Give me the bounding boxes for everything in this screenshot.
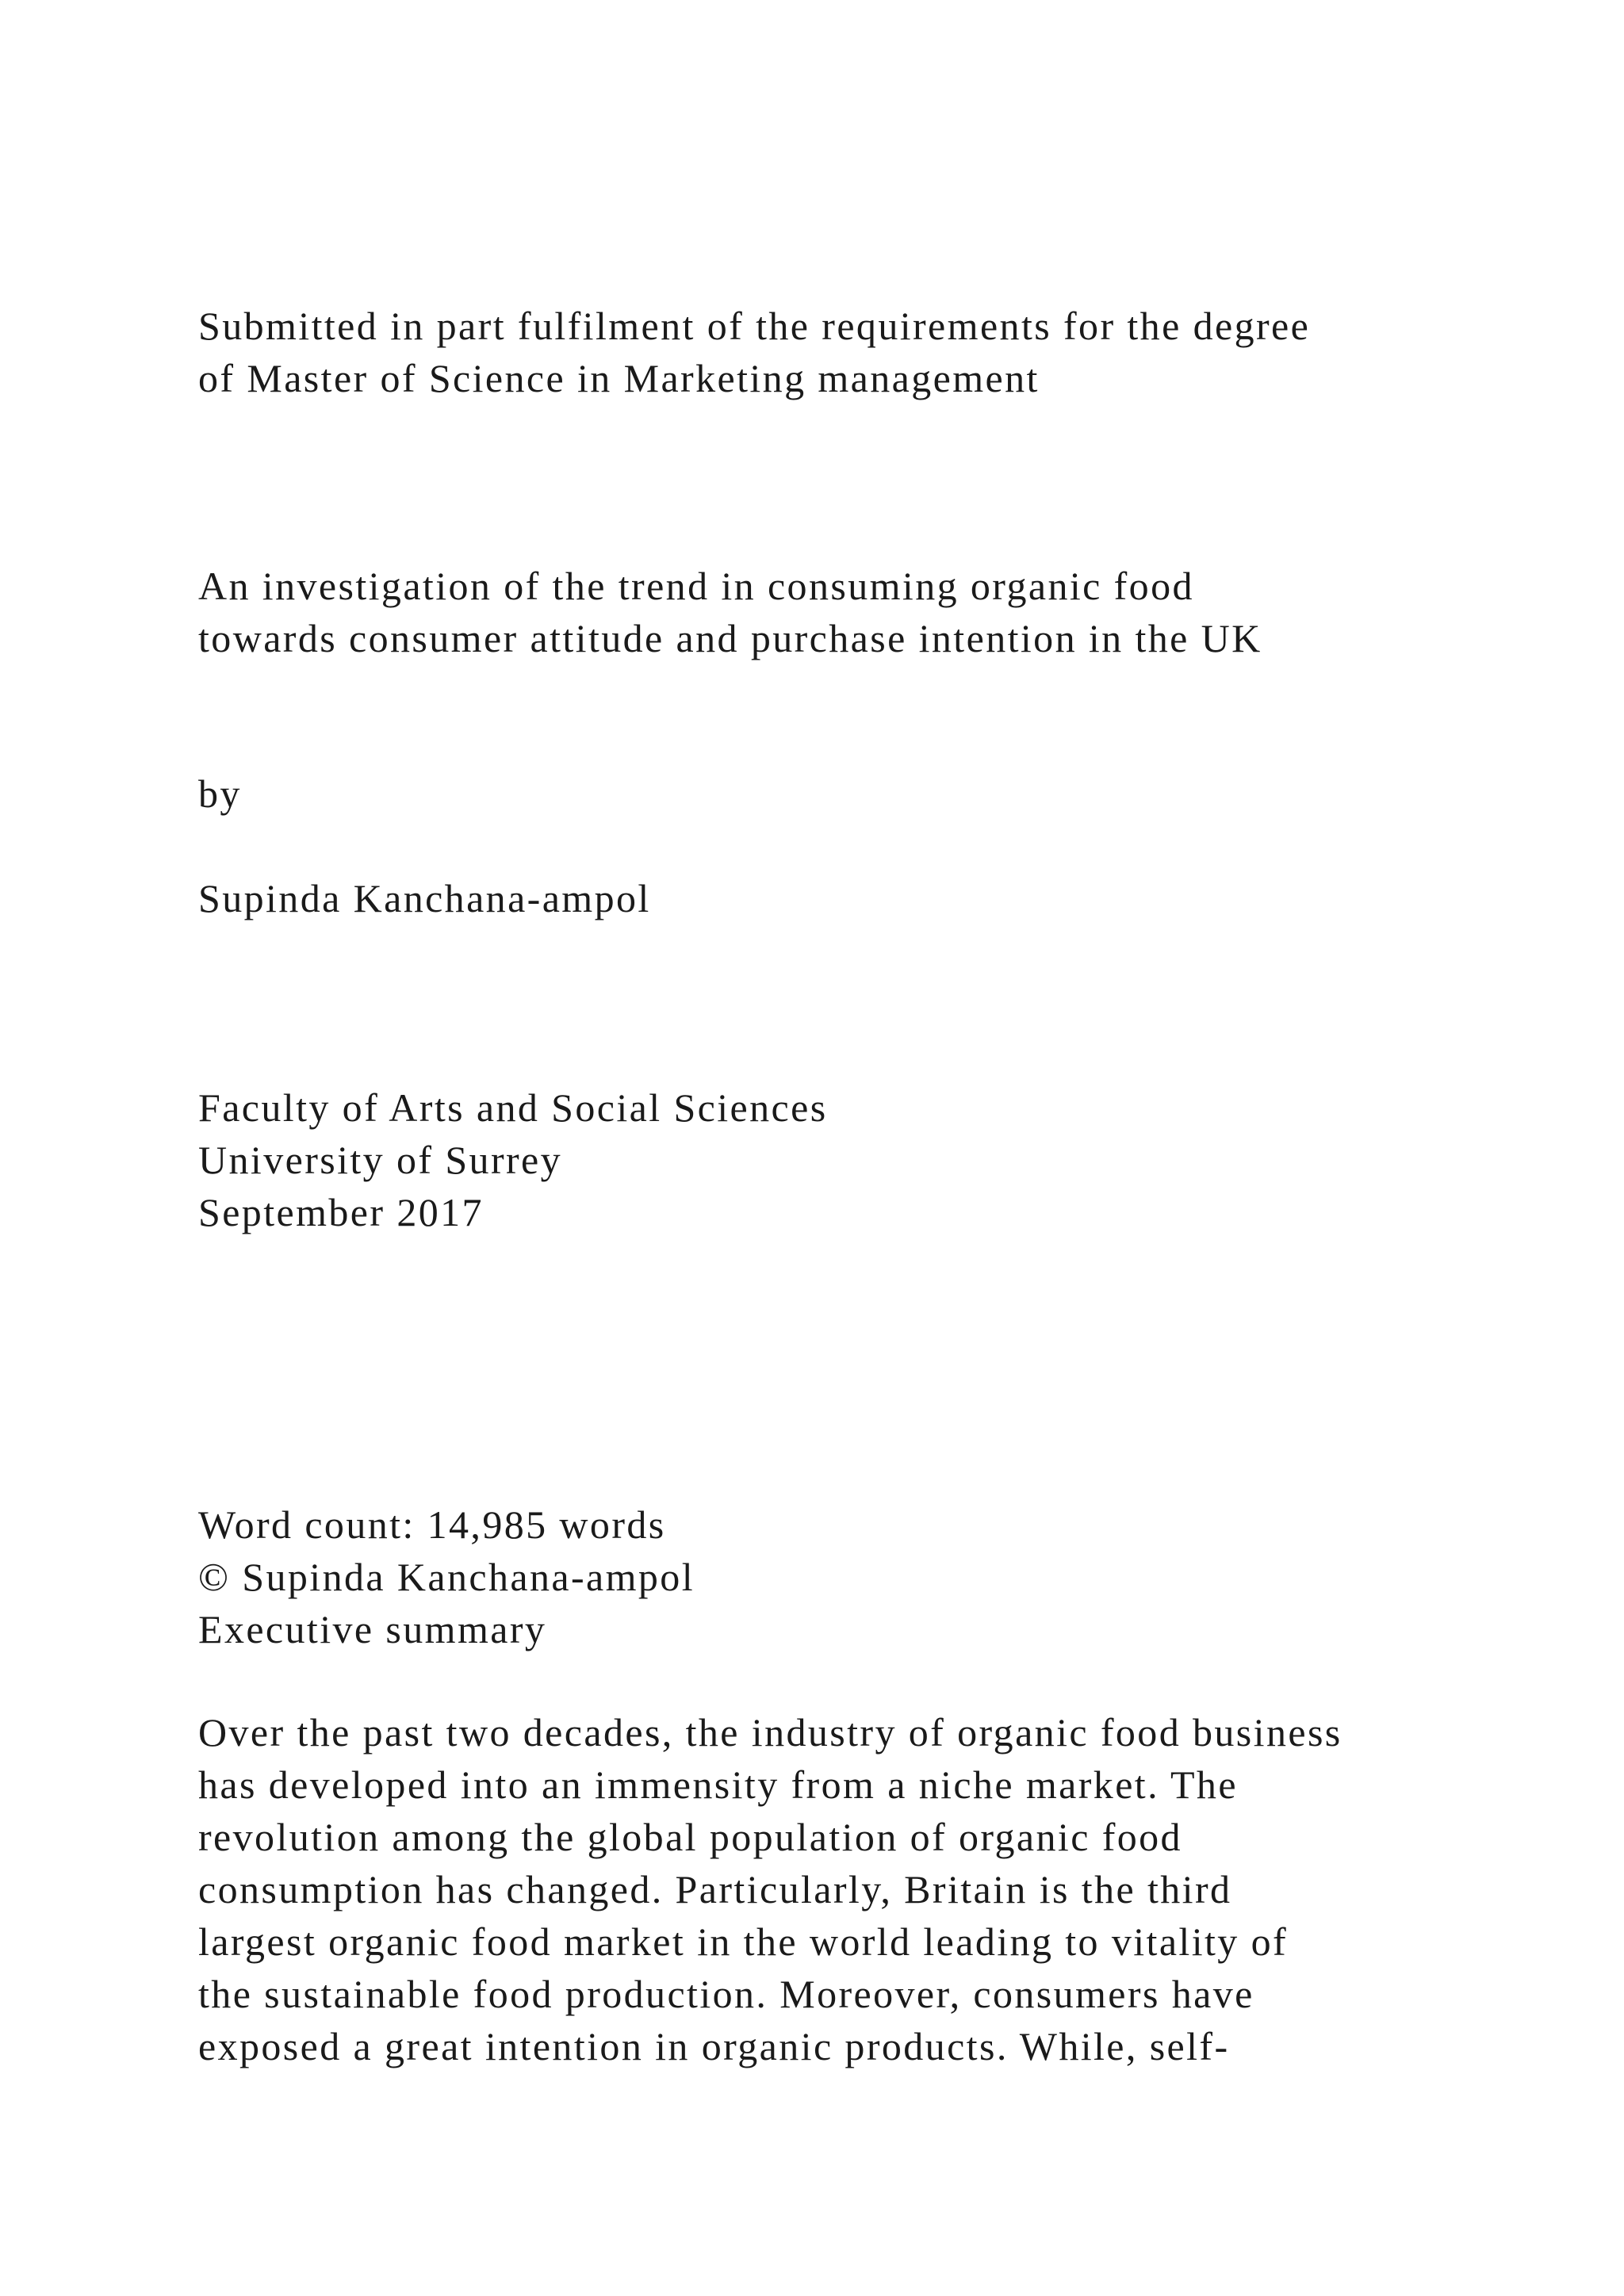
submission-date: September 2017 (198, 1190, 484, 1234)
faculty-name: Faculty of Arts and Social Sciences (198, 1085, 828, 1130)
summary-line: revolution among the global population of organic food (198, 1815, 1182, 1859)
submission-line: of Master of Science in Marketing management (198, 356, 1040, 400)
author-name-text: Supinda Kanchana-ampol (198, 876, 651, 920)
summary-line: Over the past two decades, the industry of organic food business (198, 1710, 1342, 1755)
summary-line: the sustainable food production. Moreover, consumers have (198, 1972, 1254, 2016)
summary-line: largest organic food market in the world leading to vitality of (198, 1919, 1289, 1964)
executive-summary-heading: Executive summary (198, 1607, 547, 1651)
summary-line: exposed a great intention in organic products. While, self- (198, 2024, 1230, 2068)
submission-statement (198, 300, 1310, 404)
executive-summary-body (198, 1706, 1342, 2072)
by-label (198, 767, 242, 820)
word-count: Word count: 14,985 words (198, 1502, 666, 1547)
copyright-notice: © Supinda Kanchana-ampol (198, 1555, 695, 1599)
document-meta (198, 1498, 695, 1655)
submission-line: Submitted in part fulfilment of the requirements for the degree (198, 304, 1311, 348)
by-label-text: by (198, 771, 242, 816)
thesis-title-line: towards consumer attitude and purchase intention in the UK (198, 616, 1262, 660)
university-name: University of Surrey (198, 1138, 563, 1182)
thesis-title-line: An investigation of the trend in consuming organic food (198, 564, 1194, 608)
summary-line: consumption has changed. Particularly, Britain is the third (198, 1867, 1232, 1911)
institution-block (198, 1081, 828, 1238)
summary-line: has developed into an immensity from a niche market. The (198, 1762, 1238, 1807)
thesis-title (198, 560, 1262, 664)
author-name (198, 872, 651, 924)
